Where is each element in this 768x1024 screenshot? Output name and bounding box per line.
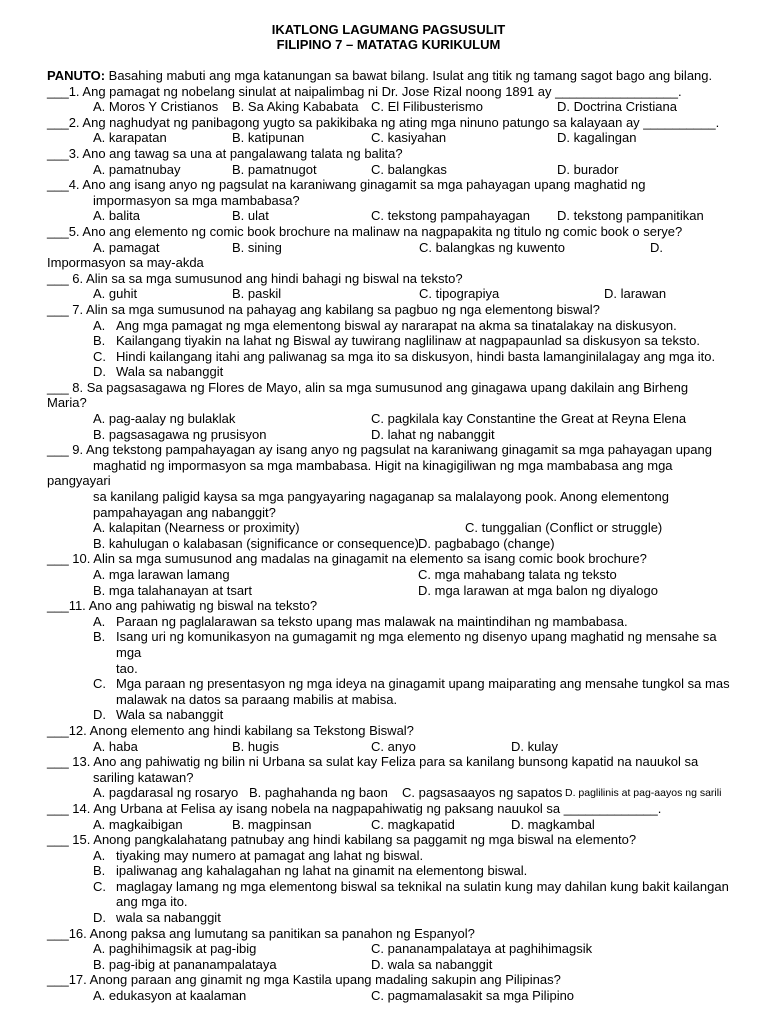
option-d: D. burador [557, 161, 619, 177]
option-list [47, 848, 730, 926]
option-letter: C. [93, 348, 106, 364]
option-d: D. wala sa nabanggit [371, 956, 493, 972]
question-stem: ___17. Anong paraan ang ginamit ng mga Kastila upang madaling sakupin ang Pilipinas? [47, 972, 561, 988]
question-stem: ___ 10. Alin sa mga sumusunod ang madalas na ginagamit na elemento sa isang comic book brochure? [47, 551, 647, 567]
question-3 [47, 146, 730, 177]
question-16 [47, 926, 730, 973]
option-a: A. mga larawan lamang [93, 567, 230, 582]
option-text: tiyaking may numero at pamagat ang lahat ng biswal. [116, 847, 424, 863]
option-c [47, 676, 730, 707]
option-text: Hindi kailangang itahi ang paliwanag sa mga ito sa diskusyon, hindi basta lamanginilalagay ang mga ito. [116, 348, 716, 364]
option-b: B. magpinsan [232, 816, 312, 832]
option-a: A. paghihimagsik at pag-ibig [93, 941, 257, 957]
option-letter: D. [93, 707, 106, 723]
option-letter: D. [93, 364, 106, 380]
option-b: B. paskil [232, 286, 282, 302]
option-text: Wala sa nabanggit [116, 707, 224, 723]
option-c: C. tipograpiya [419, 286, 500, 302]
question-stem: ___3. Ano ang tawag sa una at pangalawang talata ng balita? [47, 145, 403, 161]
question-stem: ___1. Ang pamagat ng nobelang sinulat at naipalimbag ni Dr. Jose Rizal noong 1891 ay _________________. [47, 83, 682, 99]
instructions-text: Basahing mabuti ang mga katanungan sa bawat bilang. Isulat ang titik ng tamang sagot bago ang bilang. [105, 68, 713, 83]
question-9 [47, 442, 730, 551]
question-stem: ___ 8. Sa pagsasagawa ng Flores de Mayo, alin sa mga sumusunod ang ginagawa upang dakilain ang Birheng Maria? [47, 379, 689, 411]
option-letter: B. [93, 629, 106, 645]
option-d: D. mga larawan at mga balon ng diyalogo [418, 582, 658, 598]
option-row [47, 99, 730, 115]
option-text: Paraan ng paglalarawan sa teksto upang mas malawak na maintindihan ng mambabasa. [116, 613, 628, 629]
option-c: C. anyo [371, 738, 416, 754]
option-c [47, 879, 730, 910]
option-row [47, 988, 730, 1004]
option-d: D. pagbabago (change) [418, 535, 555, 551]
option-c: C. magkapatid [371, 816, 455, 832]
option-d: D. [650, 239, 663, 255]
option-row [47, 208, 730, 224]
option-text-continued: ang mga ito. [116, 894, 188, 910]
option-text-continued: malawak na datos sa paraang mabilis at mabisa. [116, 691, 398, 707]
option-b: B. hugis [232, 738, 279, 754]
option-a: A. pamatnubay [93, 161, 181, 177]
option-d: D. larawan [604, 286, 667, 302]
option-b: B. ulat [232, 208, 269, 224]
question-8 [47, 380, 730, 442]
exam-header [47, 22, 730, 52]
question-stem: ___ 6. Alin sa sa mga sumusunod ang hindi bahagi ng biswal na teksto? [47, 270, 463, 286]
option-row [47, 567, 730, 583]
option-c: C. tekstong pampahayagan [371, 208, 530, 224]
question-stem: ___ 7. Alin sa mga sumusunod na pahayag ang kabilang sa pagbuo ng nga elementong biswal? [47, 301, 600, 317]
option-row [47, 817, 730, 833]
exam-title: IKATLONG LAGUMANG PAGSUSULIT [271, 22, 506, 37]
question-stem: ___11. Ano ang pahiwatig ng biswal na teksto? [47, 598, 318, 614]
question-stem-wrapped: pangyayari [47, 473, 111, 489]
option-row [47, 785, 730, 801]
option-a [47, 614, 730, 630]
option-row [47, 957, 730, 973]
option-a: A. balita [93, 208, 140, 224]
question-stem: ___12. Anong elemento ang hindi kabilang sa Tekstong Biswal? [47, 722, 414, 738]
option-a: A. guhit [93, 286, 138, 302]
option-a: A. edukasyon at kaalaman [93, 988, 247, 1004]
question-stem: ___16. Anong paksa ang lumutang sa panitikan sa panahon ng Espanyol? [47, 925, 475, 941]
option-d: D. magkambal [511, 816, 595, 832]
option-a: A. pag-aalay ng bulaklak [93, 411, 236, 427]
question-stem: ___ 13. Ano ang pahiwatig ng bilin ni Urbana sa sulat kay Feliza para sa kanilang bunsong kapatid na nauukol sa [47, 754, 699, 770]
question-stem-continued: impormasyon sa mga mambabasa? [93, 192, 300, 208]
question-stem-continued: maghatid ng impormasyon sa mga mambabasa. Higit na kinagigiliwan ng mga mambabasa ang mga [93, 457, 673, 473]
exam-subtitle: FILIPINO 7 – MATATAG KURIKULUM [276, 37, 501, 52]
option-letter: B. [93, 333, 106, 349]
option-text: Wala sa nabanggit [116, 364, 224, 380]
option-text: Isang uri ng komunikasyon na gumagamit ng mga elemento ng disenyo upang maghatid ng mensahe sa mga [116, 629, 717, 660]
question-10 [47, 551, 730, 598]
option-a: A. pamagat [93, 239, 160, 255]
question-7 [47, 302, 730, 380]
option-a: A. haba [93, 738, 138, 754]
option-d: D. Doctrina Cristiana [557, 99, 677, 115]
question-stem: ___5. Ano ang elemento ng comic book brochure na malinaw na nagpapakita ng titulo ng comic book o serye? [47, 223, 683, 239]
option-a [47, 848, 730, 864]
option-b: B. sining [232, 239, 282, 255]
question-17 [47, 972, 730, 1003]
option-b: B. mga talahanayan at tsart [93, 582, 252, 598]
question-stem-continued: pampahayagan ang nabanggit? [93, 504, 276, 520]
option-letter: C. [93, 878, 106, 894]
option-c [47, 349, 730, 365]
option-a: A. karapatan [93, 130, 167, 146]
question-stem: ___ 15. Anong pangkalahatang patnubay ang hindi kabilang sa paggamit ng mga biswal na elemento? [47, 832, 637, 848]
option-row [47, 941, 730, 957]
option-row [47, 427, 730, 443]
option-letter: A. [93, 317, 106, 333]
option-row [47, 583, 730, 599]
option-letter: C. [93, 676, 106, 692]
option-text: Kailangang tiyakin na lahat ng Biswal ay tuwirang naglilinaw at nagpapaunlad sa diskusyon sa teksto. [116, 333, 700, 349]
option-text: ipaliwanag ang kahalagahan ng lahat na ginamit na elementong biswal. [116, 863, 528, 879]
option-c: C. pagsasaayos ng sapatos [402, 785, 563, 801]
question-stem-continued: sa kanilang paligid kaysa sa mga pangyayaring nagaganap sa malalayong pook. Anong elementong [93, 489, 670, 505]
option-d: D. tekstong pampanitikan [557, 208, 704, 224]
option-text-continued: tao. [116, 660, 138, 676]
option-a: A. kalapitan (Nearness or proximity) [93, 520, 300, 536]
question-stem: ___4. Ano ang isang anyo ng pagsulat na karaniwang ginagamit sa mga pahayagan upang maghatid ng [47, 177, 646, 193]
question-stem: ___ 9. Ang tekstong pampahayagan ay isang anyo ng pagsulat na karaniwang ginagamit sa mga pahayagan upang [47, 442, 712, 458]
option-b: B. pag-ibig at pananampalataya [93, 956, 277, 972]
option-row [47, 162, 730, 178]
option-row [47, 130, 730, 146]
option-d [47, 707, 730, 723]
option-c: C. kasiyahan [371, 130, 447, 146]
option-list [47, 318, 730, 380]
question-stem: ___ 14. Ang Urbana at Felisa ay isang nobela na nagpapahiwatig ng paksang nauukol sa _____________. [47, 800, 662, 816]
option-b: B. pagsasagawa ng prusisyon [93, 426, 267, 442]
option-a: A. magkaibigan [93, 816, 183, 832]
question-5 [47, 224, 730, 271]
question-15 [47, 832, 730, 926]
option-row [47, 240, 730, 256]
option-b: B. paghahanda ng baon [249, 785, 388, 801]
option-list [47, 614, 730, 723]
question-11 [47, 598, 730, 723]
option-d [47, 364, 730, 380]
option-text: wala sa nabanggit [116, 910, 221, 926]
option-b: B. kahulugan o kalabasan (significance or consequence) [93, 535, 419, 551]
instructions-label: PANUTO: [47, 68, 106, 83]
option-c: C. balangkas ng kuwento [419, 239, 565, 255]
option-c: C. balangkas [371, 161, 447, 177]
option-c: C. pagkilala kay Constantine the Great at Reyna Elena [371, 411, 687, 427]
option-row [47, 286, 730, 302]
question-stem-continued: sariling katawan? [93, 769, 194, 785]
question-1 [47, 84, 730, 115]
question-14 [47, 801, 730, 832]
option-row [47, 739, 730, 755]
option-c: C. pananampalataya at paghihimagsik [371, 941, 593, 957]
option-letter: A. [93, 613, 106, 629]
option-text: Ang mga pamagat ng mga elementong biswal ay nararapat na akma sa tinatalakay na diskusyon. [116, 317, 677, 333]
option-d: D. kagalingan [557, 130, 637, 146]
option-c: C. tunggalian (Conflict or struggle) [465, 520, 663, 536]
option-letter: D. [93, 910, 106, 926]
option-row [47, 536, 730, 552]
question-12 [47, 723, 730, 754]
option-d [47, 910, 730, 926]
option-b: B. katipunan [232, 130, 305, 146]
question-4 [47, 177, 730, 224]
option-b: B. Sa Aking Kababata [232, 99, 359, 115]
option-a: A. pagdarasal ng rosaryo [93, 785, 239, 801]
option-row [47, 520, 730, 536]
option-text: Mga paraan ng presentasyon ng mga ideya na ginagamit upang maiparating ang mensahe tungkol sa mas [116, 676, 730, 692]
option-c: C. pagmamalasakit sa mga Pilipino [371, 988, 575, 1004]
option-d: D. paglilinis at pag-aayos ng sarili [565, 787, 722, 800]
question-6 [47, 271, 730, 302]
option-d: D. kulay [511, 738, 558, 754]
option-text: maglagay lamang ng mga elementong biswal sa teknikal na sulatin kung may dahilan kung bakit kailangan [116, 878, 729, 894]
option-c: C. mga mahabang talata ng teksto [418, 567, 617, 582]
question-stem: ___2. Ang naghudyat ng panibagong yugto sa pakikibaka ng ating mga ninuno patungo sa kalayaan ay __________. [47, 114, 720, 130]
option-c: C. El Filibusterismo [371, 99, 483, 115]
option-d: D. lahat ng nabanggit [371, 426, 495, 442]
option-row [47, 411, 730, 427]
question-13 [47, 754, 730, 801]
option-letter: B. [93, 863, 106, 879]
option-letter: A. [93, 847, 106, 863]
option-b [47, 863, 730, 879]
option-d-wrapped: Impormasyon sa may-akda [47, 255, 204, 271]
option-a [47, 318, 730, 334]
option-b [47, 629, 730, 676]
option-b [47, 333, 730, 349]
option-a: A. Moros Y Cristianos [93, 99, 219, 115]
option-b: B. pamatnugot [232, 161, 317, 177]
instructions [47, 68, 730, 84]
question-2 [47, 115, 730, 146]
